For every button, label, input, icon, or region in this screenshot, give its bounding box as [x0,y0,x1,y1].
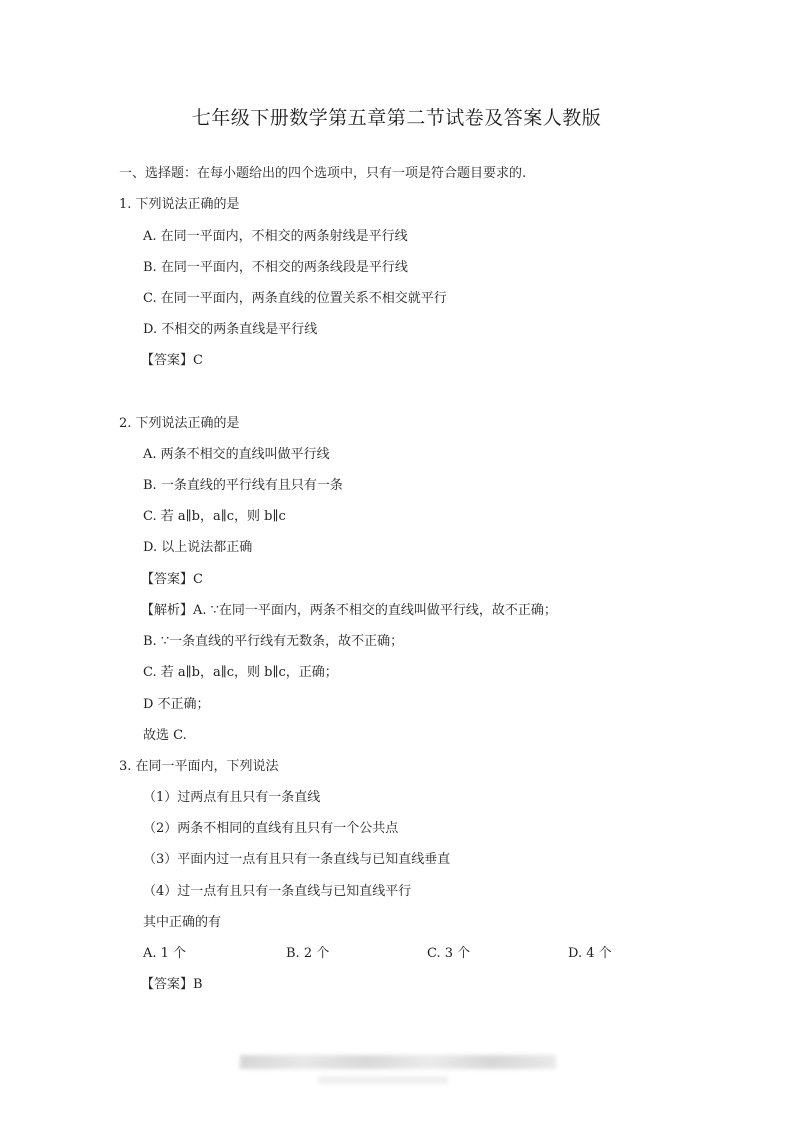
question-1-option-b: B. 在同一平面内，不相交的两条线段是平行线 [143,260,408,275]
question-3-statement: （4）过一点有且只有一条直线与已知直线平行 [143,884,412,899]
question-3-statement: （2）两条不相同的直线有且只有一个公共点 [143,821,399,836]
question-3-stem: 3. 在同一平面内，下列说法 [119,759,279,774]
question-1-option-a: A. 在同一平面内，不相交的两条射线是平行线 [143,229,408,244]
page-title: 七年级下册数学第五章第二节试卷及答案人教版 [191,107,602,129]
question-3-answer: 【答案】B [141,977,203,992]
footer-watermark [240,1055,556,1069]
question-1-option-c: C. 在同一平面内，两条直线的位置关系不相交就平行 [143,291,447,306]
question-2-option-b: B. 一条直线的平行线有且只有一条 [143,478,343,493]
question-2-analysis-line: B. ∵一条直线的平行线有无数条，故不正确； [143,634,404,649]
question-3-option-a: A. 1 个 [143,946,187,961]
question-1-stem: 1. 下列说法正确的是 [119,197,240,212]
question-1-option-d: D. 不相交的两条直线是平行线 [143,322,318,337]
question-3-prompt: 其中正确的有 [143,915,222,930]
question-2-option-d: D. 以上说法都正确 [143,540,253,555]
question-3-option-b: B. 2 个 [286,946,330,961]
question-2-analysis-line: D 不正确； [143,697,210,712]
question-2-answer: 【答案】C [141,572,203,587]
question-1-answer: 【答案】C [141,353,203,368]
question-3-option-c: C. 3 个 [427,946,471,961]
question-2-analysis-line: 故选 C. [143,728,187,743]
question-2-option-a: A. 两条不相交的直线叫做平行线 [143,447,330,462]
section-heading: 一、选择题：在每小题给出的四个选项中，只有一项是符合题目要求的. [119,166,527,181]
question-2-analysis-line: C. 若 a∥b，a∥c，则 b∥c，正确； [143,665,338,680]
question-3-statement: （3）平面内过一点有且只有一条直线与已知直线垂直 [143,852,451,867]
footer-watermark-sub [318,1076,448,1084]
question-3-option-d: D. 4 个 [568,946,612,961]
question-3-statement: （1）过两点有且只有一条直线 [143,790,321,805]
question-2-stem: 2. 下列说法正确的是 [119,416,240,431]
question-2-analysis-line: 【解析】A. ∵在同一平面内，两条不相交的直线叫做平行线，故不正确； [141,603,557,618]
question-2-option-c: C. 若 a∥b，a∥c，则 b∥c [143,509,286,524]
